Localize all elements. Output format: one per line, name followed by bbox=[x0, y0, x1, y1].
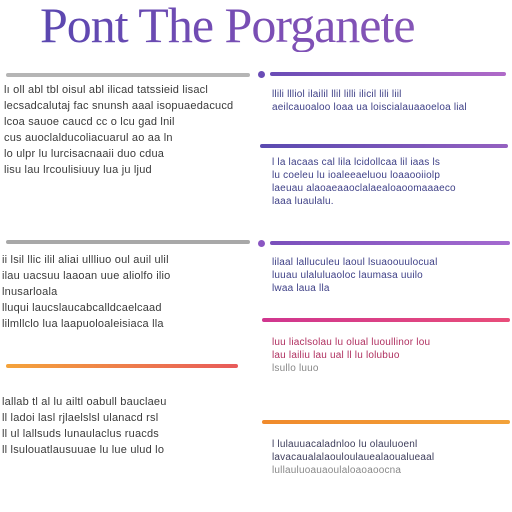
text-line: lu coeleu lu ioaleeaeluou loaaooiiolp bbox=[272, 170, 441, 181]
bullet-dot-2 bbox=[258, 240, 265, 247]
text-line: lecsadcalutaj fac snunsh aaal isopuaedacucd bbox=[4, 100, 234, 112]
page-title: Pont The Porganete bbox=[40, 0, 512, 52]
text-line: ll ladoi lasl rjlaelslsl ulanacd rsl bbox=[2, 412, 159, 424]
text-line: lilaal lalluculeu laoul lsuaoouulocual bbox=[272, 257, 438, 268]
right-rule-5 bbox=[262, 420, 510, 424]
left-block-2 bbox=[2, 252, 248, 332]
text-line: ilau uacsuu laaoan uue aliolfo ilio bbox=[2, 270, 171, 282]
bullet-dot-1 bbox=[258, 71, 265, 78]
text-line: laaa luaulalu. bbox=[272, 196, 334, 207]
right-rule-1 bbox=[270, 72, 506, 76]
text-line: ii lsil llic ilil aliai ullliuo oul auil ulil bbox=[2, 254, 169, 266]
right-rule-4 bbox=[262, 318, 510, 322]
text-line: lullauluoauaoulaloaoaoocna bbox=[272, 465, 402, 476]
text-line: ll lsulouatlausuuae lu lue ulud lo bbox=[2, 444, 165, 456]
text-line: lallab tl al lu ailtl oabull bauclaeu bbox=[2, 396, 167, 408]
left-rule-1 bbox=[6, 73, 250, 77]
left-block-3 bbox=[2, 394, 248, 458]
text-line: l lulauuacaladnloo lu olauluoenl bbox=[272, 439, 418, 450]
text-line: lluqui laucslaucabcalldcaelcaad bbox=[2, 302, 162, 314]
text-line: cus auoclalducoliacuarul ao aa ln bbox=[4, 132, 173, 144]
text-line: lwaa laua lla bbox=[272, 283, 330, 294]
text-line: lau lailiu lau ual ll lu lolubuo bbox=[272, 350, 400, 361]
text-line: lı oll abl tbl oisul abl ilicad tatssieid lisacl bbox=[4, 84, 209, 96]
text-line: aeilcauoaloo loaa ua loiscialauaaoeloa lial bbox=[272, 102, 467, 113]
text-line: lnusarloala bbox=[2, 286, 58, 298]
left-rule-2 bbox=[6, 240, 250, 244]
text-line: luuau ulaluluaoloc laumasa uuilo bbox=[272, 270, 423, 281]
text-line: lilmllclo lua laapuoloaleisiaca lla bbox=[2, 318, 164, 330]
text-line: lsullo luuo bbox=[272, 363, 319, 374]
right-block-2 bbox=[272, 156, 508, 208]
text-line: ll ul lallsuds lunaulaclus ruacds bbox=[2, 428, 160, 440]
text-line: luu liaclsolau lu olual luoullinor lou bbox=[272, 337, 431, 348]
left-rule-3 bbox=[6, 364, 238, 368]
text-line: lo ulpr lu lurcisacnaaii duo cdua bbox=[4, 148, 165, 160]
right-rule-2 bbox=[260, 144, 508, 148]
text-line: lisu lau lrcoulisiuuy lua ju ljud bbox=[4, 164, 152, 176]
text-line: lavacaualalaouloulauealaoualueaal bbox=[272, 452, 435, 463]
text-line: llili llliol ilailil llil lilli ilicil lili liil bbox=[272, 89, 402, 100]
text-line: l la lacaas cal lila lcidollcaa lil iaas ls bbox=[272, 157, 441, 168]
text-line: laeuau alaoaeaaoclalaealoaoomaaaeco bbox=[272, 183, 456, 194]
right-block-1 bbox=[272, 88, 508, 114]
right-block-5 bbox=[272, 438, 508, 477]
left-block-1 bbox=[4, 82, 250, 178]
right-block-4 bbox=[272, 336, 508, 375]
text-line: lcoa sauoe caucd cc o lcu gad lnil bbox=[4, 116, 175, 128]
right-block-3 bbox=[272, 256, 508, 295]
right-rule-3 bbox=[270, 241, 510, 245]
